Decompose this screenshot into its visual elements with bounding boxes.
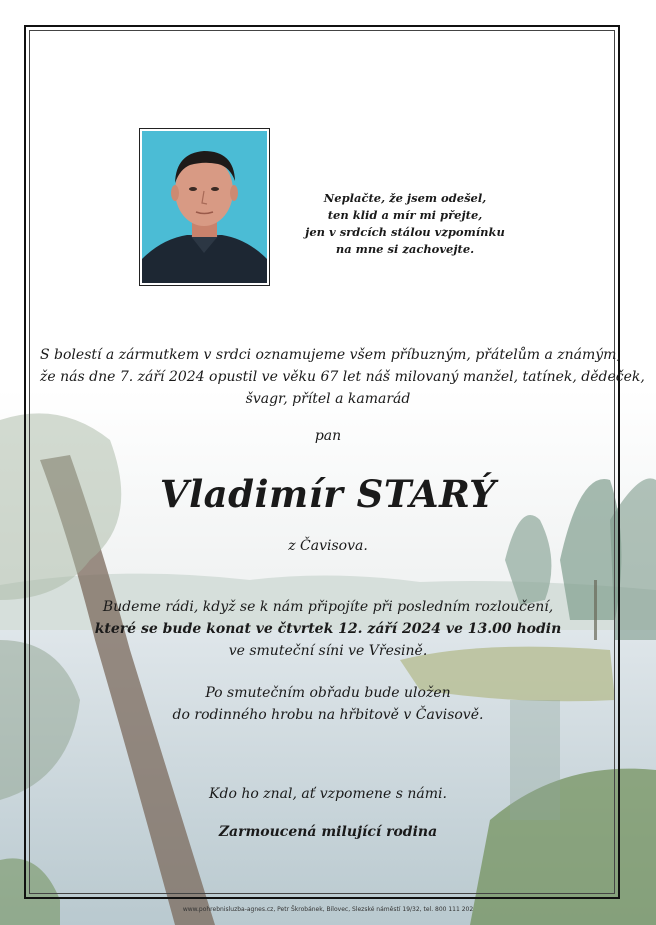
funeral-service-footer: www.pohrebnisluzba-agnes.cz, Petr Škrobánek, Bílovec, Slezské náměstí 19/32, tel. 800 111 202 bbox=[182, 906, 474, 913]
announcement-line: švagr, přítel a kamarád bbox=[245, 391, 411, 407]
funeral-location: ve smuteční síni ve Vřesině. bbox=[228, 643, 428, 659]
poem-line: Neplačte, že jsem odešel, bbox=[323, 191, 487, 205]
poem-verse bbox=[300, 190, 510, 258]
announcement-line: S bolestí a zármutkem v srdci oznamujeme všem příbuzným, přátelům a známým, bbox=[40, 347, 621, 363]
deceased-portrait-photo bbox=[139, 128, 270, 286]
burial-line: do rodinného hrobu na hřbitově v Čavisově. bbox=[172, 707, 484, 723]
funeral-date-time: které se bude konat ve čtvrtek 12. září 2024 ve 13.00 hodin bbox=[94, 621, 562, 637]
funeral-line: Budeme rádi, když se k nám připojíte při posledním rozloučení, bbox=[102, 599, 554, 615]
funeral-details bbox=[60, 596, 596, 662]
poem-line: na mne si zachovejte. bbox=[335, 242, 475, 256]
remembrance-line: Kdo ho znal, ať vzpomene s námi. bbox=[209, 786, 447, 802]
deceased-hometown: z Čavisova. bbox=[288, 538, 368, 554]
honorific: pan bbox=[314, 428, 342, 444]
burial-line: Po smutečním obřadu bude uložen bbox=[205, 685, 451, 701]
burial-details bbox=[100, 682, 556, 726]
inner-border-frame bbox=[29, 30, 645, 894]
deceased-name: Vladimír STARÝ bbox=[159, 472, 497, 516]
poem-line: ten klid a mír mi přejte, bbox=[327, 208, 483, 222]
announcement-line: že nás dne 7. září 2024 opustil ve věku 67 let náš milovaný manžel, tatínek, dědeček, bbox=[40, 369, 645, 385]
family-signature: Zarmoucená milující rodina bbox=[218, 824, 438, 840]
poem-line: jen v srdcích stálou vzpomínku bbox=[305, 225, 505, 239]
announcement-text bbox=[40, 344, 645, 410]
